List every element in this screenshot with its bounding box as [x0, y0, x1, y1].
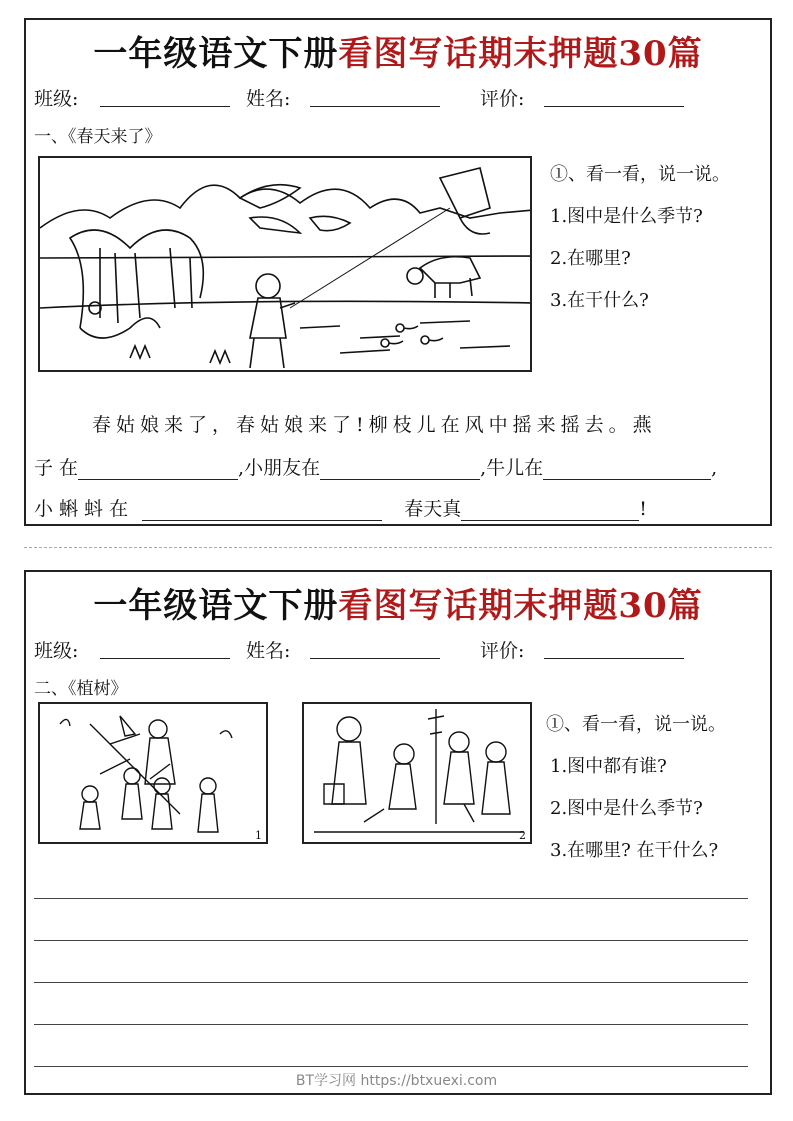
- title-grade: 一年级语文下册: [93, 34, 339, 74]
- spring-scene-drawing: [40, 158, 532, 372]
- tree-planting-picture-1: [38, 702, 268, 844]
- writing-line[interactable]: [34, 1024, 748, 1025]
- passage-text: 春天真: [404, 498, 462, 520]
- section-title: 一、《春天来了》: [34, 127, 162, 147]
- writing-line[interactable]: [34, 940, 748, 941]
- question-where: 2.在哪里?: [550, 248, 631, 269]
- tree-planting-drawing-1: [40, 704, 268, 844]
- writing-line[interactable]: [34, 898, 748, 899]
- eval-field[interactable]: [544, 658, 684, 659]
- class-label: 班级:: [34, 88, 79, 110]
- passage-text: ,牛儿在: [480, 457, 544, 479]
- blank-child[interactable]: [320, 459, 480, 480]
- worksheet-2: [24, 570, 772, 1095]
- name-field[interactable]: [310, 106, 440, 107]
- blank-spring[interactable]: [461, 500, 639, 521]
- eval-label: 评价:: [480, 640, 525, 662]
- question-season: 2.图中是什么季节?: [550, 798, 703, 819]
- question-prompt: ①、看一看，说一说。: [546, 714, 726, 735]
- title-topic: 看图写话期末押题30篇: [338, 586, 703, 626]
- writing-line[interactable]: [34, 1066, 748, 1067]
- passage-line-3: [34, 494, 762, 521]
- tree-planting-drawing-2: [304, 704, 532, 844]
- spring-illustration: [38, 156, 532, 372]
- eval-label: 评价:: [480, 88, 525, 110]
- name-label: 姓名:: [246, 88, 291, 110]
- student-info-row: [34, 84, 762, 110]
- blank-cow[interactable]: [543, 459, 711, 480]
- class-field[interactable]: [100, 106, 230, 107]
- eval-field[interactable]: [544, 106, 684, 107]
- passage-line-1: 春姑娘来了，春姑娘来了!柳枝儿在风中摇来摇去。燕: [92, 414, 657, 436]
- class-field[interactable]: [100, 658, 230, 659]
- blank-tadpole[interactable]: [142, 500, 382, 521]
- title-grade: 一年级语文下册: [93, 586, 339, 626]
- title-topic: 看图写话期末押题30篇: [338, 34, 703, 74]
- question-season: 1.图中是什么季节?: [550, 206, 703, 227]
- passage-text: !: [639, 498, 647, 520]
- footer-watermark: BT学习网 https://btxuexi.com: [295, 1073, 498, 1089]
- picture-number: 2: [519, 829, 526, 842]
- picture-number: 1: [255, 829, 262, 842]
- passage-line-2: [34, 453, 762, 480]
- worksheet-title: [26, 578, 770, 627]
- tree-planting-picture-2: [302, 702, 532, 844]
- question-who: 1.图中都有谁?: [550, 756, 667, 777]
- question-doing: 3.在干什么?: [550, 290, 649, 311]
- blank-swallow[interactable]: [78, 459, 238, 480]
- name-label: 姓名:: [246, 640, 291, 662]
- passage-text: 小 蝌 蚪 在: [34, 498, 129, 520]
- passage-text: ,: [711, 457, 718, 479]
- writing-line[interactable]: [34, 982, 748, 983]
- section-title: 二、《植树》: [34, 679, 128, 699]
- question-where-doing: 3.在哪里? 在干什么?: [550, 840, 719, 861]
- worksheet-1: [24, 18, 772, 526]
- student-info-row: [34, 636, 762, 662]
- page-divider: [24, 547, 772, 548]
- passage-text: ,小朋友在: [238, 457, 321, 479]
- question-prompt: ①、看一看，说一说。: [550, 164, 730, 185]
- passage-text: 子 在: [34, 457, 79, 479]
- worksheet-title: [26, 26, 770, 75]
- name-field[interactable]: [310, 658, 440, 659]
- class-label: 班级:: [34, 640, 79, 662]
